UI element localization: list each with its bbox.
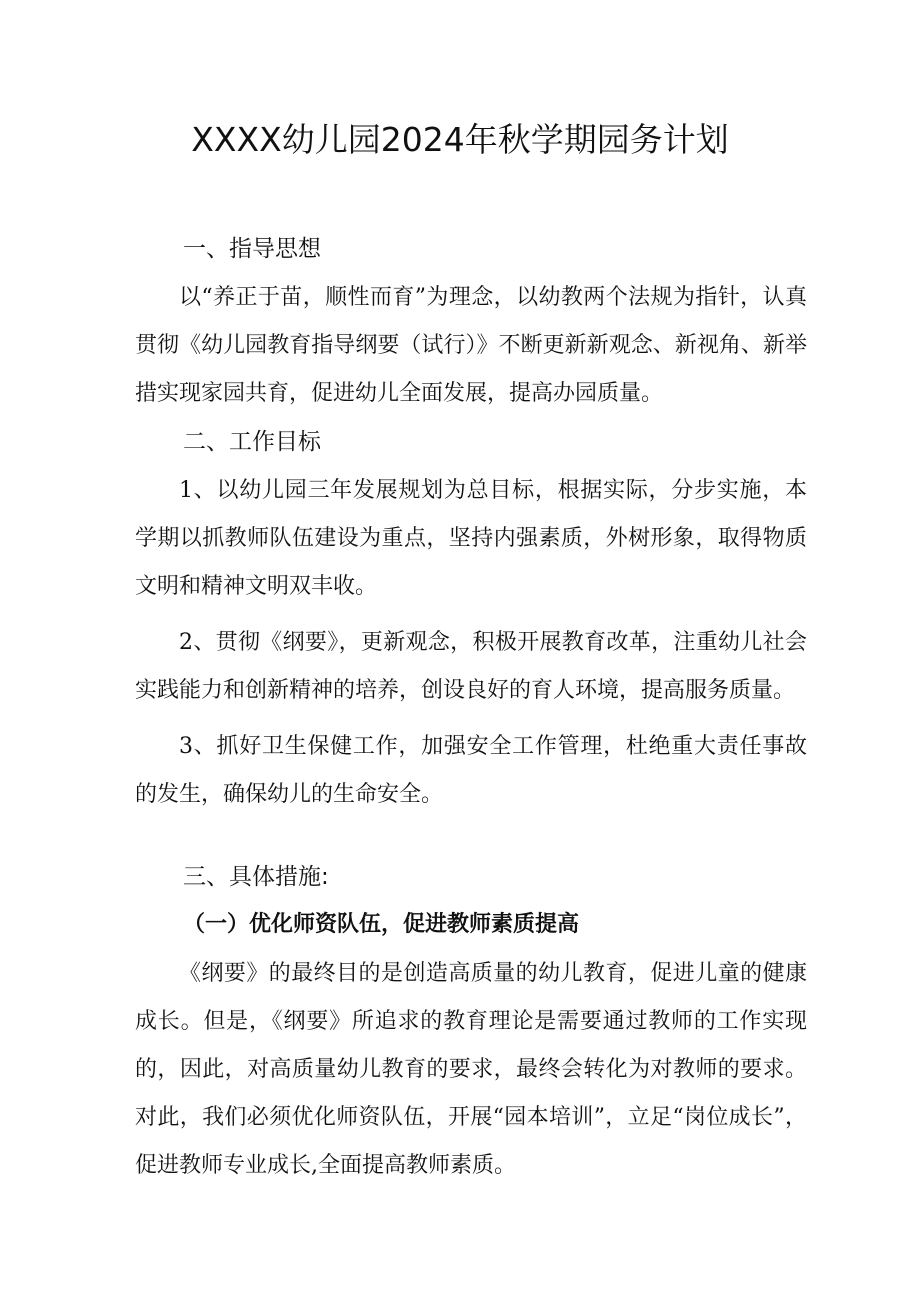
paragraph-goal-2: 2、贯彻《纲要》，更新观念，积极开展教育改革，注重幼儿社会实践能力和创新精神的培养，创设良好的育人环境，提高服务质量。 [135,630,807,703]
section-heading-specific-measures: 三、具体措施: [183,864,329,890]
section-body-guiding-ideology [135,274,807,418]
paragraph-goal-1: 1、以幼儿园三年发展规划为总目标，根据实际，分步实施，本学期以抓教师队伍建设为重点，坚持内强素质，外树形象，取得物质文明和精神文明双丰收。 [135,478,807,599]
subsection-heading-teacher-team: （一）优化师资队伍，促进教师素质提高 [183,912,580,937]
paragraph-goal-3: 3、抓好卫生保健工作，加强安全工作管理，杜绝重大责任事故的发生，确保幼儿的生命安全。 [135,734,807,807]
section-body-work-goals [135,467,807,819]
subsection-body-teacher-team [135,950,807,1190]
paragraph: 以“养正于苗，顺性而育”为理念，以幼教两个法规为指针，认真贯彻《幼儿园教育指导纲要（试行）》不断更新新观念、新视角、新举措实现家园共育，促进幼儿全面发展，提高办园质量。 [135,285,807,406]
paragraph: 《纲要》的最终目的是创造高质量的幼儿教育，促进儿童的健康成长。但是，《纲要》所追求的教育理论是需要通过教师的工作实现的，因此，对高质量幼儿教育的要求，最终会转化为对教师的要求。对此，我们必须优化师资队伍，开展“园本培训”，立足“岗位成长”，促进教师专业成长,全面提高教师素质。 [135,961,807,1178]
section-heading-guiding-ideology: 一、指导思想 [183,236,321,262]
document-title: XXXX幼儿园2024年秋学期园务计划 [191,120,729,159]
section-heading-work-goals: 二、工作目标 [183,429,321,455]
